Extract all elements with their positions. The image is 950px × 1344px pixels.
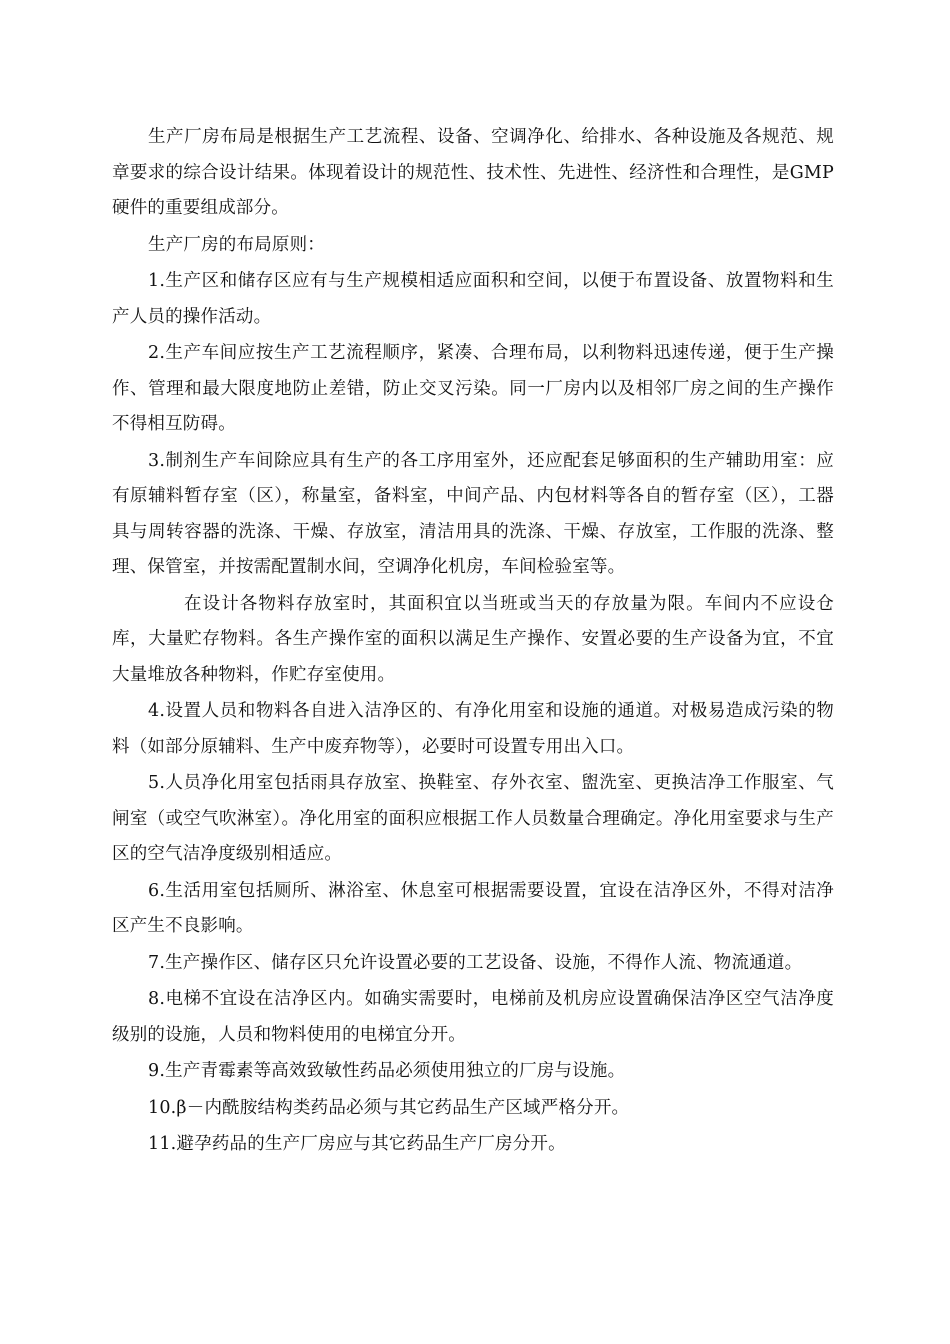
intro-paragraph: 生产厂房布局是根据生产工艺流程、设备、空调净化、给排水、各种设施及各规范、规章要求的综合设计结果。体现着设计的规范性、技术性、先进性、经济性和合理性，是GMP硬件的重要组成部分。 — [112, 127, 834, 218]
principle-item-10: 10.β－内酰胺结构类药品必须与其它药品生产区域严格分开。 — [148, 1097, 630, 1118]
principle-item-7: 7.生产操作区、储存区只允许设置必要的工艺设备、设施，不得作人流、物流通道。 — [148, 952, 803, 973]
principle-item-11: 11.避孕药品的生产厂房应与其它药品生产厂房分开。 — [148, 1134, 566, 1154]
principle-item-4: 4.设置人员和物料各自进入洁净区的、有净化用室和设施的通道。对极易造成污染的物料（如部分原辅料、生产中废弃物等），必要时可设置专用出入口。 — [112, 701, 834, 757]
principle-item-6: 6.生活用室包括厕所、淋浴室、休息室可根据需要设置，宜设在洁净区外，不得对洁净区产生不良影响。 — [112, 880, 834, 936]
principle-item-3: 3.制剂生产车间除应具有生产的各工序用室外，还应配套足够面积的生产辅助用室：应有原辅料暂存室（区），称量室，备料室，中间产品、内包材料等各自的暂存室（区），工器具与周转容器的洗涤、干燥、存放室，清洁用具的洗涤、干燥、存放室，工作服的洗涤、整理、保管室，并按需配置制水间，空调净化机房，车间检验室等。 — [112, 450, 834, 577]
principles-heading: 生产厂房的布局原则： — [148, 234, 325, 255]
principle-item-9: 9.生产青霉素等高效致敏性药品必须使用独立的厂房与设施。 — [148, 1061, 626, 1081]
principle-item-5: 5.人员净化用室包括雨具存放室、换鞋室、存外衣室、盥洗室、更换洁净工作服室、气闸室（或空气吹淋室）。净化用室的面积应根据工作人员数量合理确定。净化用室要求与生产区的空气洁净度级别相适应。 — [112, 773, 834, 864]
principle-item-3-note: 在设计各物料存放室时，其面积宜以当班或当天的存放量为限。车间内不应设仓库，大量贮存物料。各生产操作室的面积以满足生产操作、安置必要的生产设备为宜，不宜大量堆放各种物料，作贮存室使用。 — [112, 593, 834, 685]
document-body — [112, 120, 834, 1164]
principle-item-1: 1.生产区和储存区应有与生产规模相适应面积和空间，以便于布置设备、放置物料和生产人员的操作活动。 — [112, 271, 834, 327]
principle-item-2: 2.生产车间应按生产工艺流程顺序，紧凑、合理布局，以利物料迅速传递，便于生产操作、管理和最大限度地防止差错，防止交叉污染。同一厂房内以及相邻厂房之间的生产操作不得相互防碍。 — [112, 343, 834, 434]
principle-item-8: 8.电梯不宜设在洁净区内。如确实需要时，电梯前及机房应设置确保洁净区空气洁净度级别的设施，人员和物料使用的电梯宜分开。 — [112, 989, 834, 1045]
